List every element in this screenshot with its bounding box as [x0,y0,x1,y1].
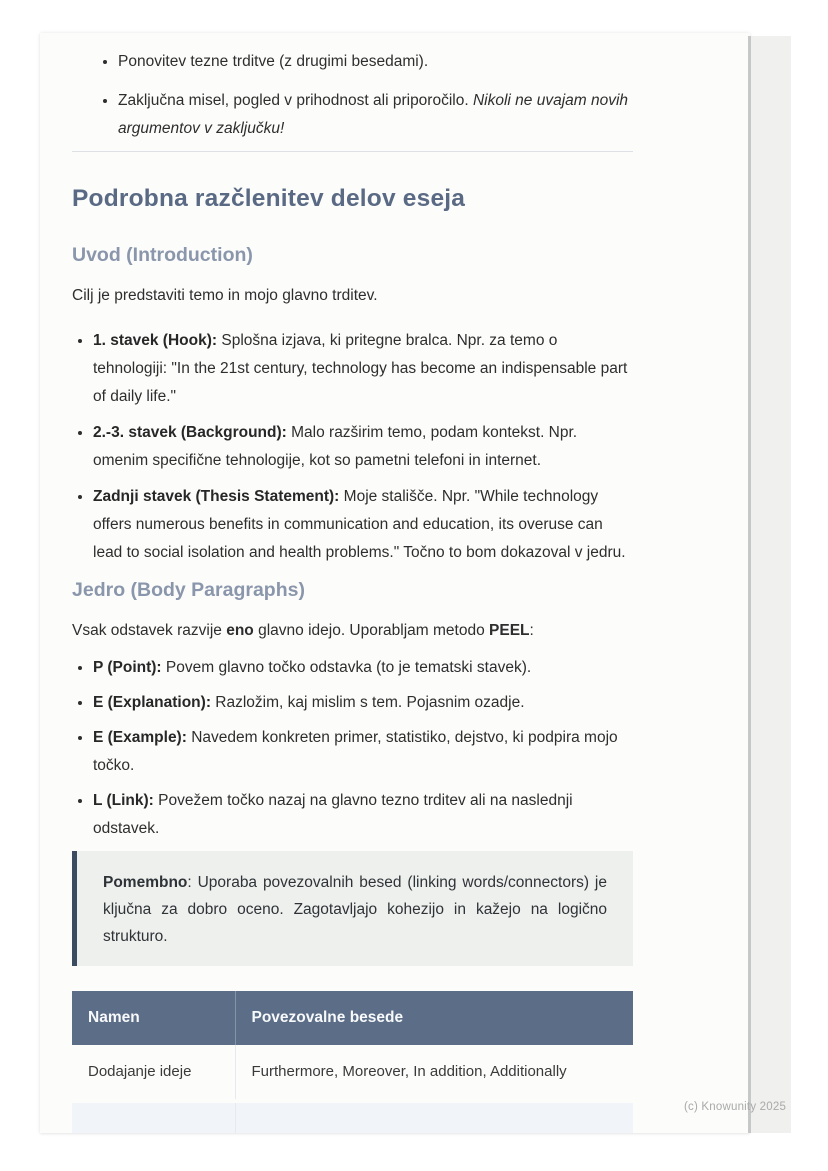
list-item [118,47,633,76]
intro-bold: PEEL [489,622,530,639]
list-item-text: Zaključna misel, pogled v prihodnost ali priporočilo. [118,92,469,109]
jedro-heading: Jedro (Body Paragraphs) [72,579,305,601]
document-page [40,33,750,1133]
callout-lead: Pomembno [103,874,188,891]
list-item [93,482,633,567]
list-item-text: Splošna izjava, ki pritegne bralca. Npr. za temo o tehnologiji: "In the 21st century, technology has become an indispensable part of daily life." [93,332,628,405]
list-item [93,326,633,411]
list-item [93,653,633,682]
intro-bold: eno [226,622,254,639]
list-item-lead: P (Point): [93,659,162,676]
list-item-lead: E (Example): [93,729,187,746]
uvod-intro-paragraph: Cilj je predstaviti temo in mojo glavno trditev. [72,287,378,304]
table-row [72,1045,633,1101]
table-row-partial [72,1101,633,1133]
section-divider [72,151,633,152]
table-cell-besede: Furthermore, Moreover, In addition, Additionally [235,1045,633,1101]
scrollbar-track[interactable] [748,36,791,1133]
table-cell-empty [235,1101,633,1133]
page-title: Podrobna razčlenitev delov eseja [72,185,466,212]
list-item [93,786,633,843]
watermark: (c) Knowunity 2025 [684,1101,787,1113]
table-header-namen: Namen [72,991,235,1045]
list-item-text: Moje stališče. Npr. "While technology offers numerous benefits in communication and education, its overuse can lead to social isolation and health problems." Točno to bom dokazoval v jedru. [93,488,626,561]
uvod-bullet-list [72,326,633,567]
callout-text: : Uporaba povezovalnih besed (linking words/connectors) je ključna za dobro oceno. Zagotavljajo kohezijo in kažejo na logično strukturo. [103,874,607,945]
list-item-lead: E (Explanation): [93,694,211,711]
document-content [72,47,633,1133]
table-header-besede: Povezovalne besede [235,991,633,1045]
connectors-table [72,991,633,1133]
jedro-intro-paragraph [72,617,633,645]
important-callout [72,851,633,966]
list-item-text: Povem glavno točko odstavka (to je tematski stavek). [165,659,532,676]
table-header-row [72,991,633,1045]
uvod-heading: Uvod (Introduction) [72,244,253,266]
list-item-text: Povežem točko nazaj na glavno tezno trditev ali na naslednji odstavek. [93,792,573,837]
peel-bullet-list [72,653,633,843]
list-item-text: Ponovitev tezne trditve (z drugimi besedami). [118,53,429,70]
callout-paragraph [103,869,607,950]
intro-text: glavno idejo. Uporabljam metodo [258,622,485,639]
list-item-lead: Zadnji stavek (Thesis Statement): [93,488,340,505]
list-item [93,688,633,717]
list-item-text: Razložim, kaj mislim s tem. Pojasnim ozadje. [215,694,525,711]
list-item [93,418,633,475]
list-item-italic-note: Nikoli ne uvajam novih argumentov v zaključku! [118,92,629,137]
list-item-lead: L (Link): [93,792,154,809]
list-item-text: Malo razširim temo, podam kontekst. Npr. omenim specifične tehnologije, kot so pametni telefoni in internet. [93,424,578,469]
table-cell-empty [72,1101,235,1133]
intro-text: : [529,622,534,639]
list-item-lead: 2.-3. stavek (Background): [93,424,287,441]
list-item [118,86,633,143]
list-item-lead: 1. stavek (Hook): [93,332,218,349]
intro-text: Vsak odstavek razvije [72,622,222,639]
conclusion-bullet-list [72,47,633,143]
list-item [93,723,633,780]
table-cell-namen: Dodajanje ideje [88,1063,192,1080]
list-item-text: Navedem konkreten primer, statistiko, dejstvo, ki podpira mojo točko. [93,729,618,774]
